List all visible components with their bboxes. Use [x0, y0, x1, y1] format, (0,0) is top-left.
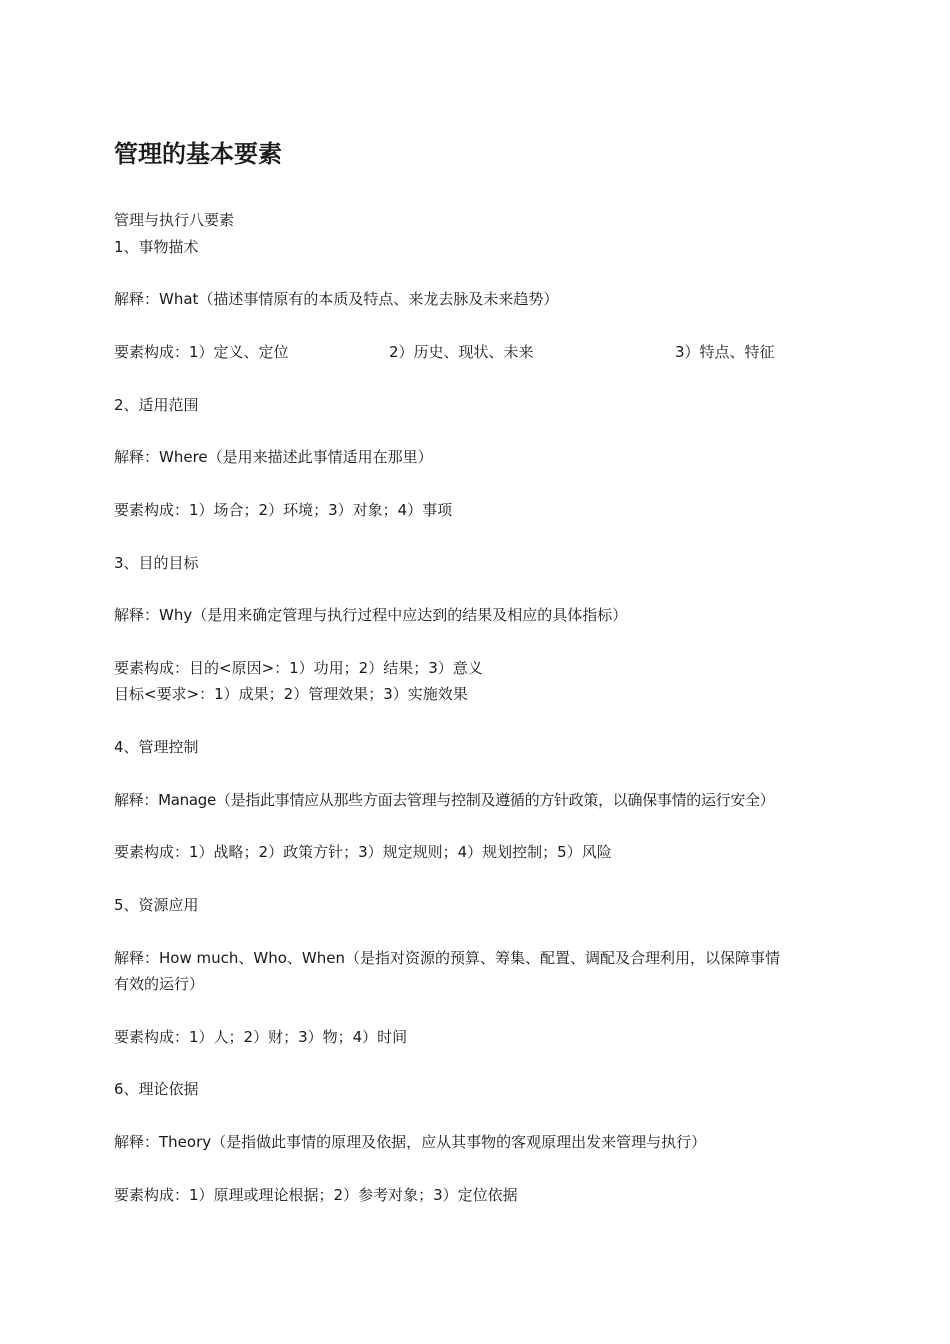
- section-explanation: 解释：Manage（是指此事情应从那些方面去管理与控制及遵循的方针政策，以确保事情的运行安全）: [114, 791, 775, 809]
- section-heading: 1、事物描术: [114, 238, 199, 256]
- section-explanation: 解释：Theory（是指做此事情的原理及依据，应从其事物的客观原理出发来管理与执行）: [114, 1133, 707, 1151]
- section-components: 要素构成：1）场合；2）环境；3）对象；4）事项: [114, 501, 453, 519]
- section-explanation: 解释：Where（是用来描述此事情适用在那里）: [114, 448, 433, 466]
- document-title: 管理的基本要素: [114, 140, 282, 168]
- section-explanation: 有效的运行）: [114, 975, 205, 993]
- section-components: 要素构成：1）战略；2）政策方针；3）规定规则；4）规划控制；5）风险: [114, 843, 612, 861]
- section-components: 要素构成：1）原理或理论根据；2）参考对象；3）定位依据: [114, 1186, 518, 1204]
- section-components-row: [114, 341, 814, 363]
- section-components: 目标<要求>：1）成果；2）管理效果；3）实施效果: [114, 685, 468, 703]
- section-heading: 4、管理控制: [114, 738, 199, 756]
- section-explanation: 解释：How much、Who、When（是指对资源的预算、筹集、配置、调配及合理利用，以保障事情: [114, 949, 780, 967]
- section-explanation: 解释：Why（是用来确定管理与执行过程中应达到的结果及相应的具体指标）: [114, 606, 628, 624]
- section-heading: 6、理论依据: [114, 1080, 199, 1098]
- section-heading: 5、资源应用: [114, 896, 199, 914]
- section-components: 要素构成：目的<原因>：1）功用；2）结果；3）意义: [114, 659, 483, 677]
- section-heading: 2、适用范围: [114, 396, 199, 414]
- section-components-col3: 3）特点、特征: [675, 343, 775, 361]
- section-components-col2: 2）历史、现状、未来: [389, 343, 534, 361]
- section-explanation: 解释：What（描述事情原有的本质及特点、来龙去脉及未来趋势）: [114, 290, 559, 308]
- document-subtitle: 管理与执行八要素: [114, 211, 235, 229]
- section-heading: 3、目的目标: [114, 554, 199, 572]
- section-components: 要素构成：1）人；2）财；3）物；4）时间: [114, 1028, 408, 1046]
- section-components: 要素构成：1）定义、定位: [114, 343, 289, 361]
